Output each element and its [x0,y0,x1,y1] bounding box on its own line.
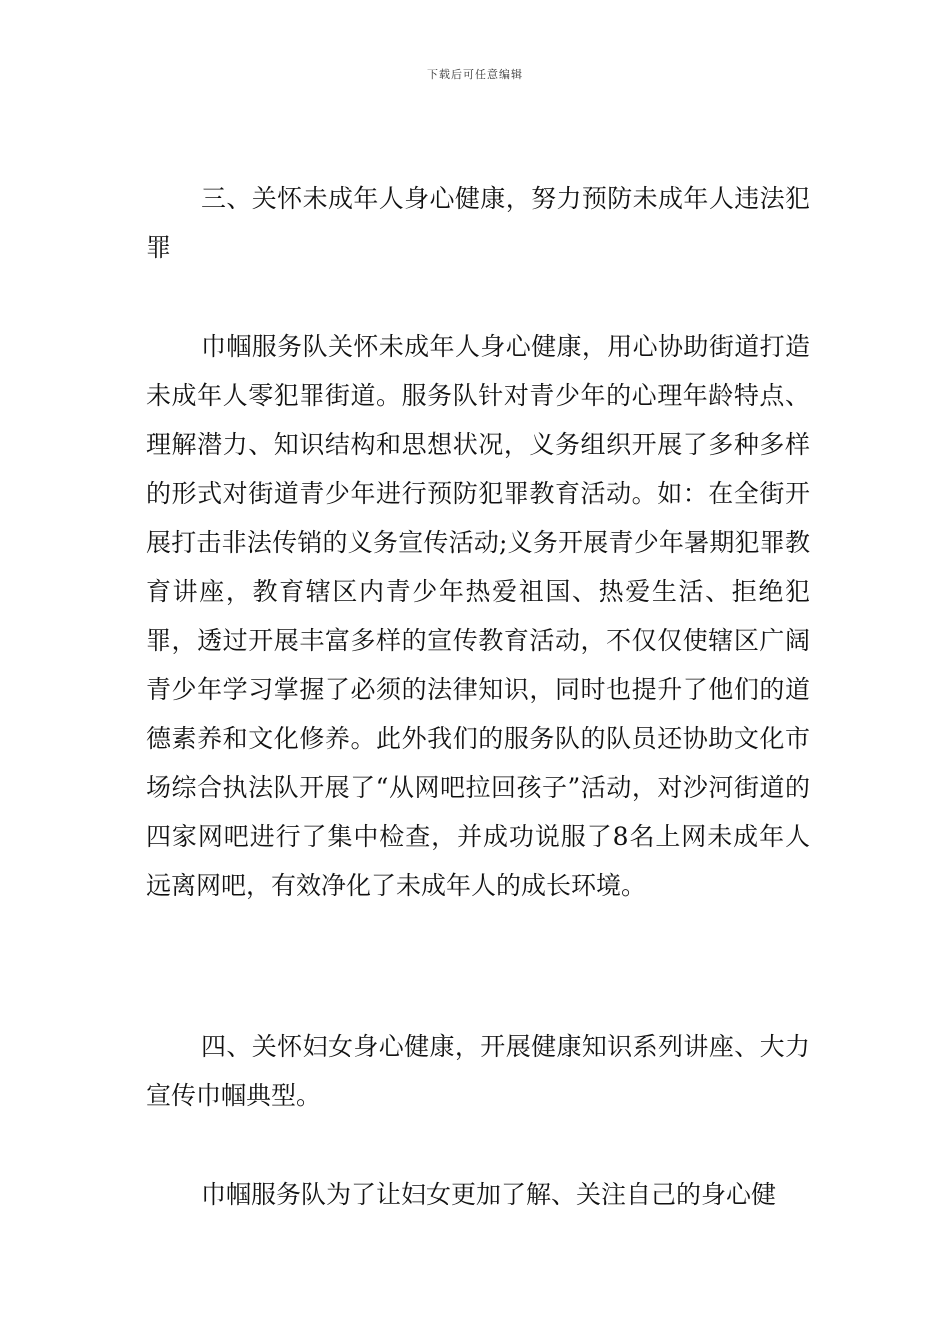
section-heading-4: 四、关怀妇女身心健康，开展健康知识系列讲座、大力宣传巾帼典型。 [146,1032,810,1110]
page-header-note: 下载后可任意编辑 [427,68,523,81]
paragraph-women-health: 巾帼服务队为了让妇女更加了解、关注自己的身心健 [201,1180,777,1209]
section-heading-3: 三、关怀未成年人身心健康，努力预防未成年人违法犯罪 [146,184,810,262]
paragraph-youth-care: 巾帼服务队关怀未成年人身心健康，用心协助街道打造未成年人零犯罪街道。服务队针对青少年的心理年龄特点、理解潜力、知识结构和思想状况，义务组织开展了多种多样的形式对街道青少年进行预防犯罪教育活动。如：在全街开展打击非法传销的义务宣传活动;义务开展青少年暑期犯罪教育讲座，教育辖区内青少年热爱祖国、热爱生活、拒绝犯罪，透过开展丰富多样的宣传教育活动，不仅仅使辖区广阔青少年学习掌握了必须的法律知识，同时也提升了他们的道德素养和文化修养。此外我们的服务队的队员还协助文化市场综合执法队开展了“从网吧拉回孩子”活动，对沙河街道的四家网吧进行了集中检查，并成功说服了8名上网未成年人远离网吧，有效净化了未成年人的成长环境。 [146,332,810,900]
